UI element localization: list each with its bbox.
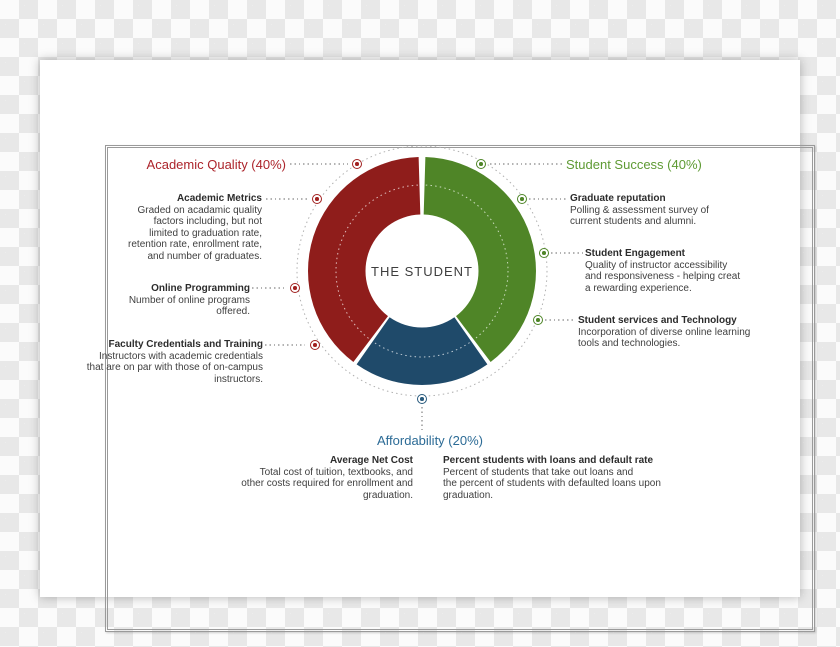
annotation-online-programming	[129, 283, 250, 318]
annotation-body: Instructors with academic credentials that are on par with those of on-campus instructors.	[86, 350, 263, 385]
annotation-heading: Percent students with loans and default rate	[443, 455, 654, 466]
annotation-heading: Online Programming	[151, 283, 250, 294]
annotation-heading: Graduate reputation	[570, 193, 666, 204]
leader-line	[421, 407, 423, 430]
annotation-heading: Student services and Technology	[578, 315, 737, 326]
student-engagement-node-icon	[539, 248, 549, 258]
leader-line	[252, 287, 286, 289]
leader-line	[490, 163, 562, 165]
annotation-heading: Faculty Credentials and Training	[108, 339, 263, 350]
leader-line	[551, 252, 583, 254]
annotation-body: Quality of instructor accessibility and responsiveness - helping creat a rewarding experience.	[585, 259, 741, 294]
annotation-graduate-reputation	[570, 193, 709, 228]
annotation-heading: Average Net Cost	[330, 455, 413, 466]
annotation-academic-metrics	[128, 193, 262, 263]
annotation-student-services	[578, 315, 750, 350]
online-programming-node-icon	[290, 283, 300, 293]
annotation-percent-loans	[443, 455, 661, 501]
affordability-label: Affordability (20%)	[377, 433, 483, 448]
annotation-body: Number of online programs offered.	[128, 294, 250, 318]
academic-quality-node-icon	[352, 159, 362, 169]
leader-line	[265, 344, 305, 346]
annotation-heading: Student Engagement	[585, 248, 686, 259]
leader-line	[290, 163, 348, 165]
student-success-node-icon	[476, 159, 486, 169]
affordability-node-icon	[417, 394, 427, 404]
annotation-body: Polling & assessment survey of current students and alumni.	[570, 204, 709, 228]
annotation-body: Incorporation of diverse online learning tools and technologies.	[578, 326, 751, 350]
faculty-credentials-node-icon	[310, 340, 320, 350]
leader-line	[545, 319, 576, 321]
student-success-label: Student Success (40%)	[566, 157, 702, 172]
leader-line	[266, 198, 310, 200]
annotation-average-net-cost	[241, 455, 413, 501]
student-services-node-icon	[533, 315, 543, 325]
academic-quality-label: Academic Quality (40%)	[146, 157, 286, 172]
academic-metrics-node-icon	[312, 194, 322, 204]
annotation-body: Graded on acadamic quality factors including, but not limited to graduation rate, retention rate, enrollment rate, and number of graduates.	[128, 204, 262, 262]
chart-center-label: THE STUDENT	[371, 264, 473, 279]
annotation-faculty-credentials	[87, 339, 263, 385]
annotation-body: Percent of students that take out loans and the percent of students with defaulted loans upon graduation.	[443, 466, 661, 501]
annotation-student-engagement	[585, 248, 740, 294]
leader-line	[529, 198, 568, 200]
annotation-heading: Academic Metrics	[176, 193, 262, 204]
graduate-reputation-node-icon	[517, 194, 527, 204]
annotation-body: Total cost of tuition, textbooks, and other costs required for enrollment and graduation.	[241, 466, 413, 501]
